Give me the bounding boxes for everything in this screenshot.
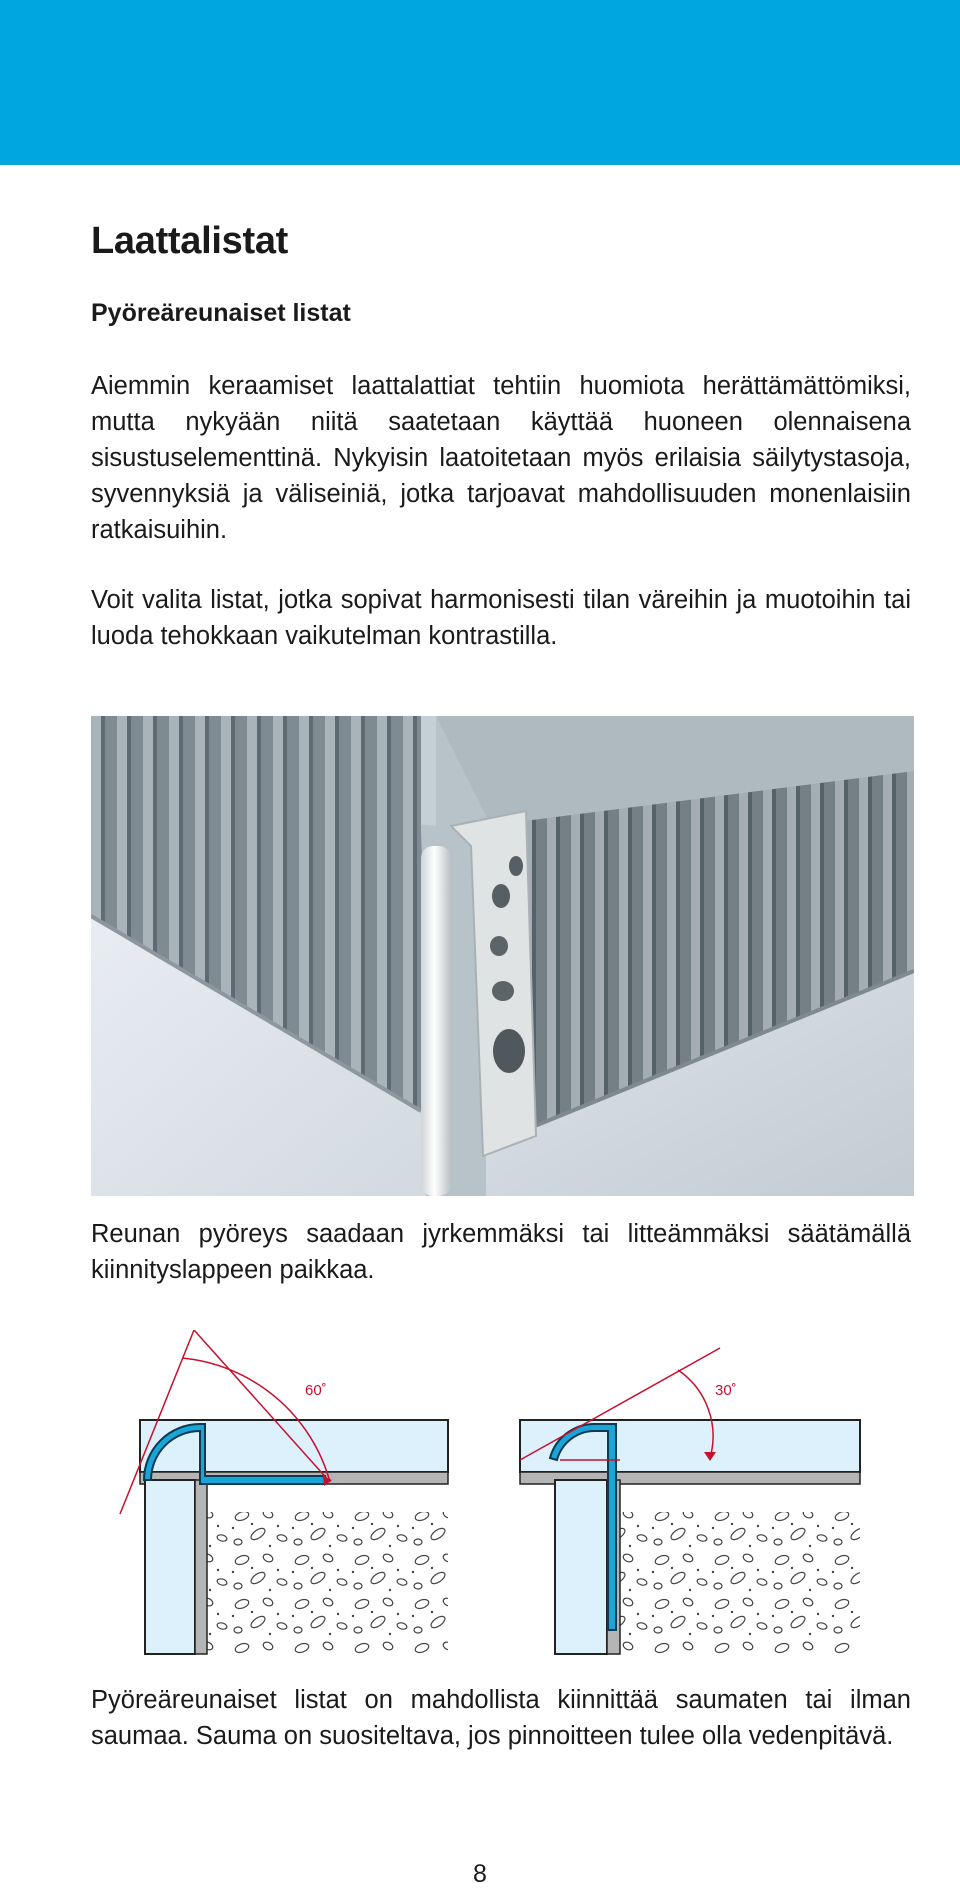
right-diagram — [520, 1348, 860, 1654]
left-diagram — [120, 1330, 448, 1654]
angle-diagram — [110, 1330, 900, 1660]
photo-caption: Reunan pyöreys saadaan jyrkemmäksi tai litteämmäksi säätämällä kiinnityslappeen paikkaa. — [91, 1220, 911, 1284]
page-title: Laattalistat — [91, 220, 289, 262]
intro-paragraph: Aiemmin keraamiset laattalattiat tehtiin huomiota herättämättömiksi, mutta nykyään niitä saatetaan käyttää huoneen olennaisena sisustuselementtinä. Nykyisin laatoitetaan myös erilaisia säilytystasoja, syvennyksiä ja väliseiniä, jotka tarjoavat mahdollisuuden monenlaisiin ratkaisuihin. — [91, 372, 911, 544]
right-angle-label: 30˚ — [715, 1382, 737, 1399]
left-angle-label: 60˚ — [305, 1382, 327, 1399]
page-number: 8 — [473, 1860, 487, 1888]
header-band — [0, 0, 960, 165]
section-subtitle: Pyöreäreunaiset listat — [91, 299, 351, 327]
closing-paragraph: Pyöreäreunaiset listat on mahdollista kiinnittää saumaten tai ilman saumaa. Sauma on suositeltava, jos pinnoitteen tulee olla vedenpitävä. — [91, 1686, 911, 1750]
choice-paragraph: Voit valita listat, jotka sopivat harmonisesti tilan väreihin ja muotoihin tai luoda tehokkaan vaikutelman kontrastilla. — [91, 586, 911, 650]
corner-profile-photo — [91, 716, 914, 1196]
